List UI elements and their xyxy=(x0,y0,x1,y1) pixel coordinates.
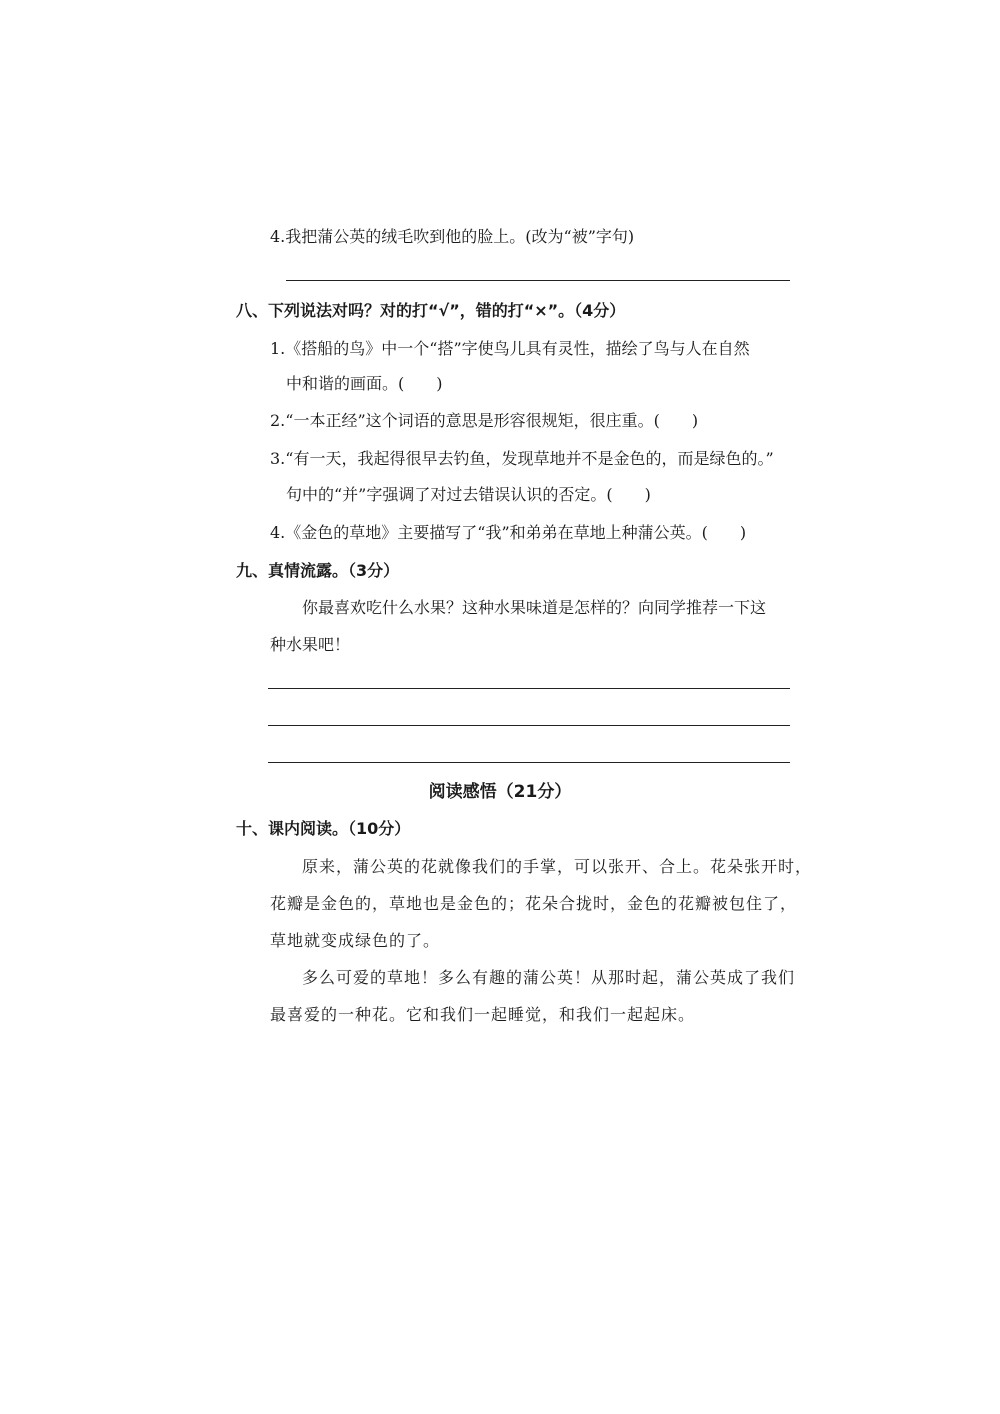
question-8-3-line2: 句中的“并”字强调了对过去错误认识的否定。( ) xyxy=(286,485,651,504)
passage-line: 草地就变成绿色的了。 xyxy=(270,931,441,950)
answer-line xyxy=(268,762,790,763)
answer-line xyxy=(268,688,790,689)
section-9-prompt-line1: 你最喜欢吃什么水果？这种水果味道是怎样的？向同学推荐一下这 xyxy=(302,598,767,617)
answer-line xyxy=(286,280,790,281)
passage-line: 最喜爱的一种花。它和我们一起睡觉，和我们一起起床。 xyxy=(270,1005,696,1024)
passage-line: 多么可爱的草地！多么有趣的蒲公英！从那时起，蒲公英成了我们 xyxy=(302,968,796,987)
reading-section-title: 阅读感悟（21分） xyxy=(428,782,572,802)
passage-line: 原来，蒲公英的花就像我们的手掌，可以张开、合上。花朵张开时， xyxy=(302,857,813,876)
question-8-1-line2: 中和谐的画面。( ) xyxy=(286,374,443,393)
answer-line xyxy=(268,725,790,726)
question-8-1-line1: 1.《搭船的鸟》中一个“搭”字使鸟儿具有灵性，描绘了鸟与人在自然 xyxy=(270,339,750,358)
question-8-3-line1: 3.“有一天，我起得很早去钓鱼，发现草地并不是金色的，而是绿色的。” xyxy=(270,449,774,468)
passage-line: 花瓣是金色的，草地也是金色的；花朵合拢时，金色的花瓣被包住了， xyxy=(270,894,798,913)
section-8-heading: 八、下列说法对吗？对的打“√”，错的打“×”。（4分） xyxy=(236,301,626,320)
section-9-heading: 九、真情流露。（3分） xyxy=(236,561,400,580)
section-9-prompt-line2: 种水果吧！ xyxy=(270,635,351,654)
question-8-4: 4.《金色的草地》主要描写了“我”和弟弟在草地上种蒲公英。( ) xyxy=(270,523,747,542)
question-7-4: 4.我把蒲公英的绒毛吹到他的脸上。(改为“被”字句) xyxy=(270,227,635,246)
question-8-2: 2.“一本正经”这个词语的意思是形容很规矩，很庄重。( ) xyxy=(270,411,699,430)
section-10-heading: 十、课内阅读。（10分） xyxy=(236,819,411,838)
